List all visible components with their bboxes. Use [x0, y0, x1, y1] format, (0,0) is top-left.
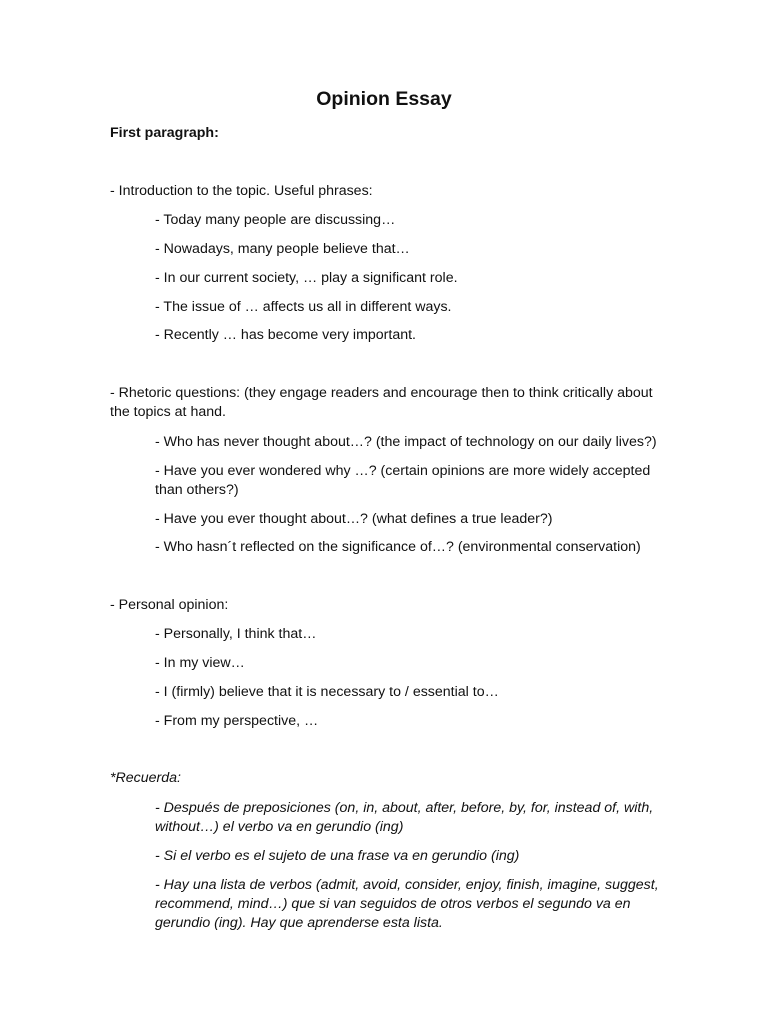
grammar-note-continued: without…) el verbo va en gerundio (ing)	[155, 819, 404, 835]
opinion-phrase: - I (firmly) believe that it is necessary to / essential to…	[155, 684, 499, 700]
intro-phrase: - Recently … has become very important.	[155, 327, 416, 343]
grammar-note-continued: gerundio (ing). Hay que aprenderse esta lista.	[155, 915, 443, 931]
intro-phrase: - Nowadays, many people believe that…	[155, 241, 410, 257]
section-heading: First paragraph:	[110, 125, 219, 141]
rhetoric-question-continued: than others?)	[155, 482, 239, 498]
grammar-note: - Si el verbo es el sujeto de una frase va en gerundio (ing)	[155, 848, 520, 864]
rhetoric-question: - Who hasn´t reflected on the significance of…? (environmental conservation)	[155, 539, 641, 555]
intro-phrase: - The issue of … affects us all in different ways.	[155, 299, 452, 315]
grammar-note: - Después de preposiciones (on, in, about, after, before, by, for, instead of, with,	[155, 800, 654, 816]
opinion-phrase: - From my perspective, …	[155, 713, 319, 729]
document-title: Opinion Essay	[316, 88, 452, 110]
intro-label: - Introduction to the topic. Useful phrases:	[110, 183, 373, 199]
recuerda-label: *Recuerda:	[110, 770, 181, 786]
personal-label: - Personal opinion:	[110, 597, 229, 613]
rhetoric-question: - Have you ever wondered why …? (certain opinions are more widely accepted	[155, 463, 651, 479]
opinion-phrase: - Personally, I think that…	[155, 626, 317, 642]
grammar-note: - Hay una lista de verbos (admit, avoid, consider, enjoy, finish, imagine, suggest,	[155, 877, 659, 893]
rhetoric-question: - Have you ever thought about…? (what defines a true leader?)	[155, 511, 553, 527]
rhetoric-question: - Who has never thought about…? (the impact of technology on our daily lives?)	[155, 434, 657, 450]
intro-phrase: - In our current society, … play a significant role.	[155, 270, 458, 286]
rhetoric-label-continued: the topics at hand.	[110, 404, 226, 420]
grammar-note-continued: recommend, mind…) que si van seguidos de otros verbos el segundo va en	[155, 896, 631, 912]
rhetoric-label: - Rhetoric questions: (they engage readers and encourage then to think critically about	[110, 385, 653, 401]
opinion-phrase: - In my view…	[155, 655, 245, 671]
intro-phrase: - Today many people are discussing…	[155, 212, 396, 228]
